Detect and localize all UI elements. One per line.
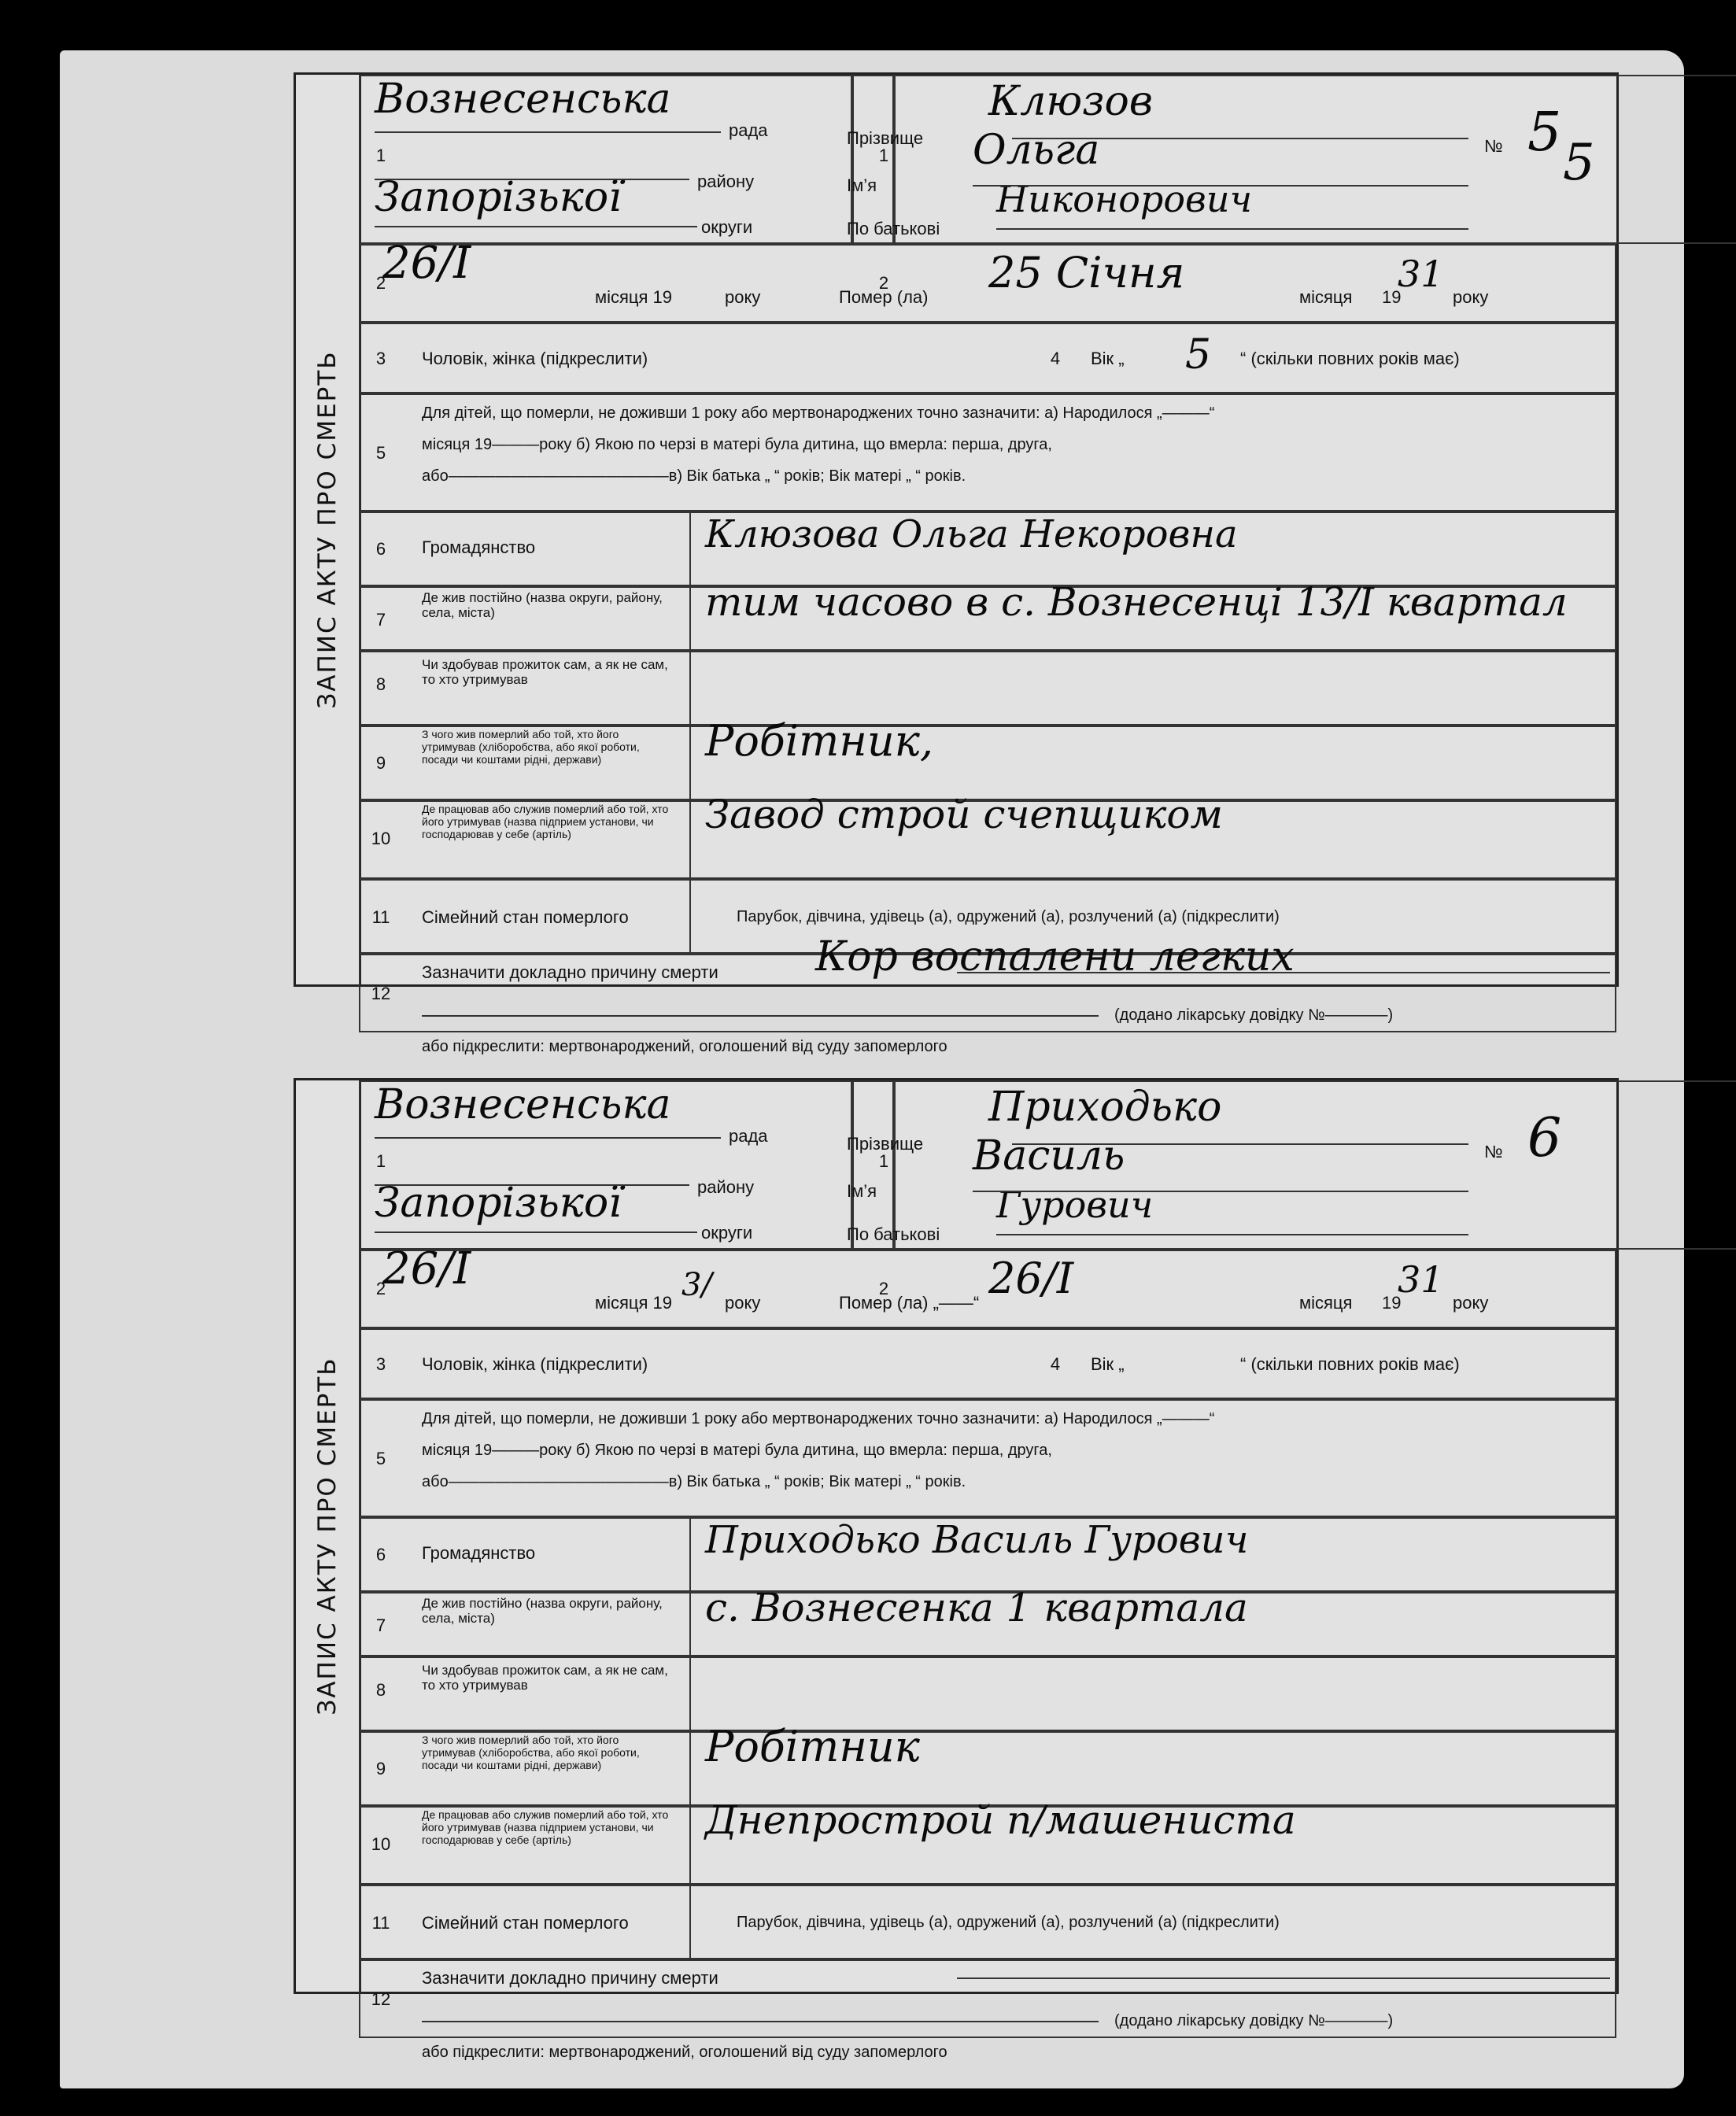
label-name: Ім’я xyxy=(847,1181,877,1201)
label-support: Чи здобував прожиток сам, а як не сам, то хто утримував xyxy=(422,657,668,687)
label-citizenship: Громадянство xyxy=(422,1543,536,1563)
label-surname: Прізвище xyxy=(847,128,924,148)
underline-cause-2 xyxy=(422,2021,1099,2022)
label-column-divider xyxy=(689,1517,691,1959)
hw-surname: Клюзов xyxy=(988,78,1154,125)
underline-rayonu xyxy=(375,1184,689,1186)
label-marital-options: Парубок, дівчина, удівець (а), одружений (а), розлучений (а) (підкреслити) xyxy=(737,908,1280,925)
label-name: Ім’я xyxy=(847,175,877,195)
underline-rayonu xyxy=(375,179,689,180)
row-number-3 xyxy=(365,349,397,369)
hw-patronymic: Никонорович xyxy=(996,178,1253,220)
underline-cause xyxy=(957,972,1610,973)
label-age-note: “ (скільки повних років має) xyxy=(1240,349,1460,368)
label-year-prefix: 19 xyxy=(1382,287,1402,307)
label-cause: Зазначити докладно причину смерти xyxy=(422,962,718,982)
row-number-5 xyxy=(365,1449,397,1469)
label-patronymic: По батькові xyxy=(847,1224,940,1244)
row-number-1 xyxy=(365,1151,397,1172)
label-children-3: або——————————————в) Вік батька „ “ років; Вік матері „ “ років. xyxy=(422,1473,966,1490)
hw-okrugy: Запорізької xyxy=(375,1180,622,1227)
hw-year: 31 xyxy=(1398,253,1444,295)
row-number-10 xyxy=(365,1834,397,1855)
hw-residence: с. Вознесенка 1 квартала xyxy=(705,1585,1248,1630)
hw-name: Ольга xyxy=(973,127,1100,174)
underline-rada xyxy=(375,1137,721,1139)
label-patronymic: По батькові xyxy=(847,219,940,238)
label-year-2: року xyxy=(1453,287,1489,307)
label-died: Помер (ла) „——“ xyxy=(839,1293,980,1313)
label-workplace: Де працював або служив померлий або той, хто його утримував (назва підприем установи, чи господарював у себе (артіль) xyxy=(422,803,669,840)
label-workplace: Де працював або служив померлий або той, хто його утримував (назва підприем установи, чи господарював у себе (артіль) xyxy=(422,1808,669,1846)
row-number-7 xyxy=(365,610,397,630)
underline-surname xyxy=(1012,1143,1468,1145)
hw-surname: Приходько xyxy=(988,1084,1222,1131)
underline-okrugy xyxy=(375,1232,697,1233)
hw-cause: Кор воспалени легких xyxy=(815,933,1295,980)
row-number-6 xyxy=(365,539,397,559)
hw-death-date: 25 Січня xyxy=(988,248,1185,297)
label-certificate: (додано лікарську довідку №————) xyxy=(1114,2012,1394,2029)
label-marital: Сімейний стан померлого xyxy=(422,907,629,927)
hw-number: 5 xyxy=(1527,102,1562,164)
hw-name: Василь xyxy=(973,1132,1125,1180)
underline-cause-2 xyxy=(422,1015,1099,1017)
label-marital-options: Парубок, дівчина, удівець (а), одружений (а), розлучений (а) (підкреслити) xyxy=(737,1914,1280,1931)
hw-workplace: Днепрострой п/машениста xyxy=(705,1797,1296,1843)
label-stillborn: або підкреслити: мертвонароджений, оголошений від суду запомерлого xyxy=(422,2044,947,2061)
col-number-1 xyxy=(868,146,899,166)
label-year-2: року xyxy=(1453,1293,1489,1313)
hw-death-date: 26/I xyxy=(988,1254,1074,1303)
hw-occupation: Робітник xyxy=(705,1722,920,1771)
label-month: місяця xyxy=(1299,1293,1353,1313)
underline-name xyxy=(973,1191,1468,1192)
label-children-3: або——————————————в) Вік батька „ “ років; Вік матері „ “ років. xyxy=(422,467,966,485)
row-number-8 xyxy=(365,1680,397,1701)
label-okrugy: округи xyxy=(701,1223,753,1243)
underline-surname xyxy=(1012,138,1468,139)
underline-cause xyxy=(957,1978,1610,1979)
hw-number: 6 xyxy=(1527,1107,1562,1169)
label-sex: Чоловік, жінка (підкреслити) xyxy=(422,349,648,368)
row-number-6 xyxy=(365,1545,397,1565)
label-certificate: (додано лікарську довідку №————) xyxy=(1114,1006,1394,1024)
label-occupation: З чого жив померлий або той, хто його утримував (хліборобства, або якої роботи, посади чи коштами рідні, держави) xyxy=(422,728,640,766)
label-month-year: місяця 19 xyxy=(595,287,673,307)
label-marital: Сімейний стан померлого xyxy=(422,1913,629,1933)
row-number-11 xyxy=(365,907,397,928)
label-number: № xyxy=(1484,1142,1503,1161)
label-age: Вік „ xyxy=(1091,1354,1125,1374)
label-children-2: місяця 19———року б) Якою по черзі в матері була дитина, що вмерла: перша, друга, xyxy=(422,436,1052,453)
label-okrugy: округи xyxy=(701,217,753,237)
row-number-12 xyxy=(365,1989,397,2010)
label-year-prefix: 19 xyxy=(1382,1293,1402,1313)
label-residence: Де жив постійно (назва округи, району, села, міста) xyxy=(422,590,663,620)
hw-citizenship: Приходько Василь Гурович xyxy=(705,1518,1249,1562)
row-number-3 xyxy=(365,1354,397,1375)
label-year: року xyxy=(725,287,761,307)
label-age-note: “ (скільки повних років має) xyxy=(1240,1354,1460,1374)
side-title xyxy=(296,1080,361,1992)
hw-rada: Вознесенська xyxy=(375,76,671,123)
row-number-9 xyxy=(365,1759,397,1779)
hw-patronymic: Гурович xyxy=(996,1184,1154,1226)
row-number-8 xyxy=(365,674,397,695)
col-number-4 xyxy=(1040,349,1071,369)
hw-citizenship: Клюзова Ольга Некоровна xyxy=(705,512,1238,556)
label-support: Чи здобував прожиток сам, а як не сам, то хто утримував xyxy=(422,1663,668,1693)
label-month: місяця xyxy=(1299,287,1353,307)
label-rada: рада xyxy=(729,120,768,140)
hw-occupation: Робітник, xyxy=(705,716,934,766)
label-column-divider xyxy=(689,511,691,954)
row-number-1 xyxy=(365,146,397,166)
hw-year: 31 xyxy=(1398,1258,1444,1301)
side-title-text: ЗАПИС АКТУ ПРО СМЕРТЬ xyxy=(313,1357,342,1715)
hw-year-left: 3/ xyxy=(681,1267,712,1303)
label-surname: Прізвище xyxy=(847,1134,924,1154)
hw-residence: тим часово в с. Вознесенці 13/I квартал xyxy=(705,579,1568,625)
label-children-1: Для дітей, що померли, не доживши 1 року або мертвонароджених точно зазначити: а) Народилося „———“ xyxy=(422,1410,1215,1427)
row-number-9 xyxy=(365,753,397,774)
label-year: року xyxy=(725,1293,761,1313)
label-rayonu: району xyxy=(697,172,755,191)
underline-name xyxy=(973,185,1468,186)
death-record-2 xyxy=(294,1078,1619,2061)
label-month-year: місяця 19 xyxy=(595,1293,673,1313)
hw-number-2: 5 xyxy=(1563,134,1595,192)
row-number-10 xyxy=(365,829,397,849)
label-citizenship: Громадянство xyxy=(422,537,536,557)
side-title xyxy=(296,75,361,984)
label-cause: Зазначити докладно причину смерти xyxy=(422,1968,718,1988)
row-number-11 xyxy=(365,1913,397,1933)
underline-patronymic xyxy=(996,1234,1468,1235)
label-children-2: місяця 19———року б) Якою по черзі в матері була дитина, що вмерла: перша, друга, xyxy=(422,1442,1052,1459)
col-number-1 xyxy=(868,1151,899,1172)
underline-patronymic xyxy=(996,228,1468,230)
hw-date: 26/I xyxy=(382,238,471,289)
label-rayonu: району xyxy=(697,1177,755,1197)
label-sex: Чоловік, жінка (підкреслити) xyxy=(422,1354,648,1374)
row-number-12 xyxy=(365,984,397,1004)
label-age: Вік „ xyxy=(1091,349,1125,368)
label-number: № xyxy=(1484,136,1503,156)
label-died: Помер (ла) xyxy=(839,287,929,307)
death-record-1 xyxy=(294,72,1619,1055)
side-title-text: ЗАПИС АКТУ ПРО СМЕРТЬ xyxy=(313,350,342,709)
label-stillborn: або підкреслити: мертвонароджений, оголошений від суду запомерлого xyxy=(422,1038,947,1055)
underline-okrugy xyxy=(375,226,697,227)
row-number-5 xyxy=(365,443,397,463)
col-number-4 xyxy=(1040,1354,1071,1375)
label-children-1: Для дітей, що померли, не доживши 1 року або мертвонароджених точно зазначити: а) Народилося „———“ xyxy=(422,404,1215,422)
hw-rada: Вознесенська xyxy=(375,1081,671,1128)
hw-workplace: Завод строй счепщиком xyxy=(705,792,1223,837)
label-rada: рада xyxy=(729,1126,768,1146)
underline-rada xyxy=(375,131,721,133)
hw-age: 5 xyxy=(1185,331,1212,379)
hw-okrugy: Запорізької xyxy=(375,174,622,221)
row-number-7 xyxy=(365,1616,397,1636)
label-occupation: З чого жив померлий або той, хто його утримував (хліборобства, або якої роботи, посади чи коштами рідні, держави) xyxy=(422,1734,640,1771)
hw-date: 26/I xyxy=(382,1243,471,1294)
label-residence: Де жив постійно (назва округи, району, села, міста) xyxy=(422,1596,663,1626)
